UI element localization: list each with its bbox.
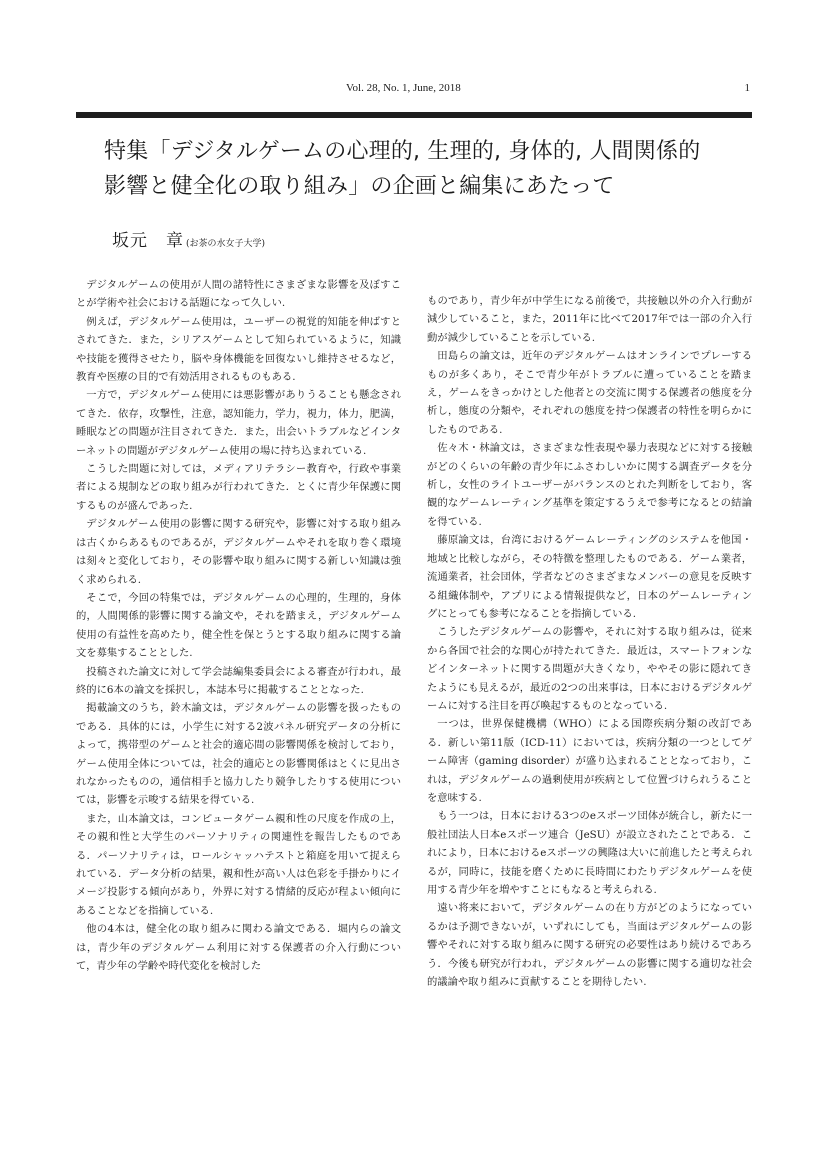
paragraph: 遠い将来において，デジタルゲームの在り方がどのようになっているかは予測できないが，いずれにしても，当面はデジタルゲームの影響やそれに対する取り組みに関する研究の必要性はあり続けるであろう．今後も研究が行われ，デジタルゲームの影響に関する適切な社会的議論や取り組みに貢献することを期待したい.: [427, 902, 752, 989]
paragraph: また，山本論文は，コンピュータゲーム親和性の尺度を作成の上，その親和性と大学生のパーソナリティの関連性を報告したものである．パーソナリティは，ロールシャッハテストと箱庭を用いて捉えられている．データ分析の結果，親和性が高い人は色彩を手掛かりにイメージ投影する傾向があり，外界に対する情緒的反応が程よい傾向にあることなどを指摘している.: [76, 812, 401, 917]
paragraph: デジタルゲーム使用の影響に関する研究や，影響に対する取り組みは古くからあるものであるが，デジタルゲームやそれを取り巻く環境は刻々と変化しており，その影響や取り組みに関する新しい知識は強く求められる.: [76, 518, 401, 586]
paragraph: もう一つは，日本における3つのeスポーツ団体が統合し，新たに一般社団法人日本eスポーツ連合（JeSU）が設立されたことである．これにより，日本におけるeスポーツの興隆は大いに前進したと考えられるが，同時に，技能を磨くために長時間にわたりデジタルゲームを使用する青少年を増やすことにもなると考えられる.: [427, 810, 752, 896]
journal-volume: Vol. 28, No. 1, June, 2018: [346, 82, 461, 94]
author-affiliation: (お茶の水女子大学): [186, 239, 266, 249]
right-column: [427, 292, 752, 991]
paragraph: 藤原論文は，台湾におけるゲームレーティングのシステムを他国・地域と比較しながら，その特徴を整理したものである．ゲーム業者，流通業者，社会団体，学者などのさまざまなメンバーの意見を反映する組織体制や，アプリによる情報提供など，日本のゲームレーティングにとっても参考になることを指摘している.: [427, 534, 752, 620]
paragraph: こうしたデジタルゲームの影響や，それに対する取り組みは，従来から各国で社会的な関心が持たれてきた．最近は，スマートフォンなどインターネットに関する問題が大きくなり，ややその影に隠れてきたようにも見えるが，最近の2つの出来事は，日本におけるデジタルゲームに対する注目を再び喚起するものとなっている.: [427, 626, 752, 712]
paragraph: 例えば，デジタルゲーム使用は，ユーザーの視覚的知能を伸ばすとされてきた．また，シリアスゲームとして知られているように，知識や技能を獲得させたり，脳や身体機能を回復ないし維持させるなど，教育や医療の目的で有効活用されるものもある.: [76, 315, 401, 384]
running-header: [76, 82, 752, 98]
article-title: [104, 134, 744, 204]
author-name: 坂元 章: [112, 231, 184, 251]
paragraph: 他の4本は，健全化の取り組みに関わる論文である．堀内らの論文は，青少年のデジタルゲーム利用に対する保護者の介入行動について，青少年の学齢や時代変化を検討した: [76, 923, 401, 973]
paragraph: 一つは，世界保健機構（WHO）による国際疾病分類の改訂である．新しい第11版（ICD-11）においては，疾病分類の一つとしてゲーム障害（gaming disorder）が盛り込まれることとなっており，これは，デジタルゲームの過剰使用が疾病として位置づけられうることを意味する.: [427, 718, 752, 804]
author-line: [112, 226, 265, 251]
paragraph: 佐々木・林論文は，さまざまな性表現や暴力表現などに対する接触がどのくらいの年齢の青少年にふさわしいかに関する調査データを分析し，女性のライトユーザーがバランスのとれた判断をしており，客観的なゲームレーティング基準を策定するうえで参考になるとの結論を得ている.: [427, 442, 752, 528]
paragraph: 掲載論文のうち，鈴木論文は，デジタルゲームの影響を扱ったものである．具体的には，小学生に対する2波パネル研究データの分析によって，携帯型のゲームと社会的適応間の影響関係を検討しており，ゲーム使用全体については，社会的適応との影響関係はとくに見出されなかったものの，通信相手と協力したり競争したりする使用については，影響を示唆する結果を得ている.: [76, 702, 401, 807]
header-rule: [76, 112, 752, 118]
title-line-2: 影響と健全化の取り組み」の企画と編集にあたって: [104, 174, 615, 199]
left-column: [76, 276, 401, 975]
paragraph: 田島らの論文は，近年のデジタルゲームはオンラインでプレーするものが多くあり，そこで青少年がトラブルに遭っていることを踏まえ，ゲームをきっかけとした他者との交流に関する保護者の態度を分析し，態度の分類や，それぞれの態度を持つ保護者の特性を明らかにしたものである.: [427, 350, 752, 436]
title-line-1: 特集「デジタルゲームの心理的, 生理的, 身体的, 人間関係的: [104, 139, 701, 164]
paragraph: 投稿された論文に対して学会誌編集委員会による審査が行われ，最終的に6本の論文を採択し，本誌本号に掲載することとなった.: [76, 665, 401, 696]
paragraph: デジタルゲームの使用が人間の諸特性にさまざまな影響を及ぼすことが学術や社会における話題になって久しい.: [76, 279, 401, 310]
paragraph: こうした問題に対しては，メディアリテラシー教育や，行政や事業者による規制などの取り組みが行われてきた．とくに青少年保護に関するものが盛んであった.: [76, 463, 401, 512]
paragraph: そこで，今回の特集では，デジタルゲームの心理的，生理的，身体的，人間関係的影響に関する論文や，それを踏まえ，デジタルゲーム使用の有益性を高めたり，健全性を保とうとする取り組みに関する論文を募集することとした.: [76, 591, 401, 660]
page-number: 1: [744, 82, 750, 94]
paragraph: 一方で，デジタルゲーム使用には悪影響がありうることも懸念されてきた．依存，攻撃性，注意，認知能力，学力，視力，体力，肥満，睡眠などの問題が注目されてきた．また，出会いトラブルなどインターネットの問題がデジタルゲーム使用の場に持ち込まれている.: [76, 389, 401, 457]
paragraph: ものであり，青少年が中学生になる前後で，共接触以外の介入行動が減少していること，また，2011年に比べて2017年では一部の介入行動が減少していることを示している.: [427, 295, 752, 344]
